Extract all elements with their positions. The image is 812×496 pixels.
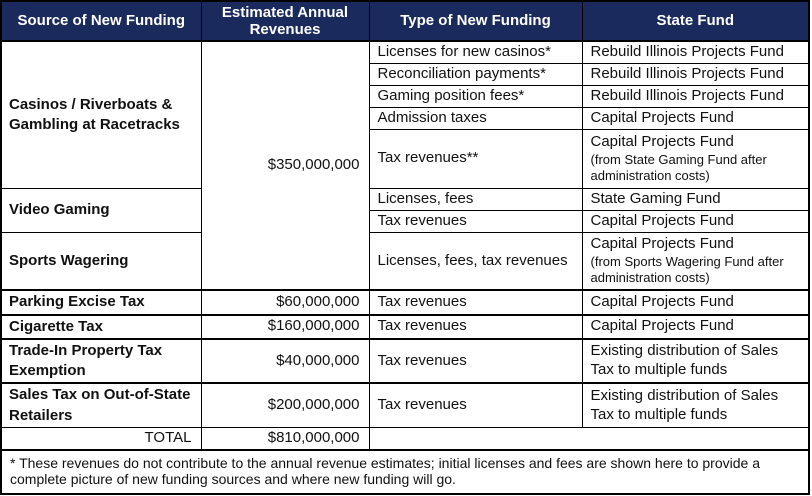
cell-type: Admission taxes	[369, 107, 582, 129]
table-row	[1, 290, 809, 314]
cell-type: Tax revenues	[369, 383, 582, 427]
table-row	[1, 188, 809, 210]
cell-type: Tax revenues	[369, 290, 582, 314]
cell-sports-wagering-source: Sports Wagering	[1, 232, 201, 290]
header-source: Source of New Funding	[1, 1, 201, 41]
footnote-row	[1, 450, 809, 495]
cell-fund: Rebuild Illinois Projects Fund	[582, 85, 809, 107]
cell-source: Sales Tax on Out-of-State Retailers	[1, 383, 201, 427]
cell-revenue: $160,000,000	[201, 315, 369, 339]
cell-revenue: $60,000,000	[201, 290, 369, 314]
table-row	[1, 383, 809, 427]
table-row	[1, 41, 809, 63]
table-row	[1, 315, 809, 339]
cell-fund: Existing distribution of Sales Tax to multiple funds	[582, 383, 809, 427]
table-row	[1, 339, 809, 384]
cell-source: Parking Excise Tax	[1, 290, 201, 314]
footnote: * These revenues do not contribute to the annual revenue estimates; initial licenses and fees are shown here to provide a complete picture of new funding sources and where new funding will go.	[1, 450, 809, 495]
cell-fund: State Gaming Fund	[582, 188, 809, 210]
cell-type: Licenses, fees	[369, 188, 582, 210]
cell-casinos-source: Casinos / Riverboats & Gambling at Racetracks	[1, 41, 201, 188]
cell-source: Cigarette Tax	[1, 315, 201, 339]
cell-source: Trade-In Property Tax Exemption	[1, 339, 201, 384]
total-empty-cell	[369, 427, 809, 449]
cell-type: Gaming position fees*	[369, 85, 582, 107]
cell-gaming-revenue: $350,000,000	[201, 41, 369, 290]
fund-main: Capital Projects Fund	[590, 235, 734, 253]
cell-fund	[582, 232, 809, 290]
fund-note: (from Sports Wagering Fund after administration costs)	[590, 254, 784, 286]
header-fund: State Fund	[582, 1, 809, 41]
cell-fund: Existing distribution of Sales Tax to multiple funds	[582, 339, 809, 384]
cell-type: Tax revenues**	[369, 129, 582, 188]
cell-revenue: $200,000,000	[201, 383, 369, 427]
cell-revenue: $40,000,000	[201, 339, 369, 384]
header-revenues: Estimated Annual Revenues	[201, 1, 369, 41]
cell-fund	[582, 129, 809, 188]
cell-fund: Rebuild Illinois Projects Fund	[582, 63, 809, 85]
cell-type: Tax revenues	[369, 339, 582, 384]
total-label: TOTAL	[1, 427, 201, 449]
cell-type: Tax revenues	[369, 210, 582, 232]
cell-fund: Rebuild Illinois Projects Fund	[582, 41, 809, 63]
header-type: Type of New Funding	[369, 1, 582, 41]
cell-type: Licenses, fees, tax revenues	[369, 232, 582, 290]
table-row	[1, 232, 809, 290]
cell-type: Tax revenues	[369, 315, 582, 339]
cell-fund: Capital Projects Fund	[582, 290, 809, 314]
fund-note: (from State Gaming Fund after administration costs)	[590, 151, 767, 184]
cell-fund: Capital Projects Fund	[582, 315, 809, 339]
cell-video-gaming-source: Video Gaming	[1, 188, 201, 232]
total-value: $810,000,000	[201, 427, 369, 449]
fund-main: Capital Projects Fund	[590, 133, 734, 151]
cell-fund: Capital Projects Fund	[582, 107, 809, 129]
cell-fund: Capital Projects Fund	[582, 210, 809, 232]
total-row	[1, 427, 809, 449]
cell-type: Reconciliation payments*	[369, 63, 582, 85]
cell-type: Licenses for new casinos*	[369, 41, 582, 63]
header-row	[1, 1, 809, 41]
